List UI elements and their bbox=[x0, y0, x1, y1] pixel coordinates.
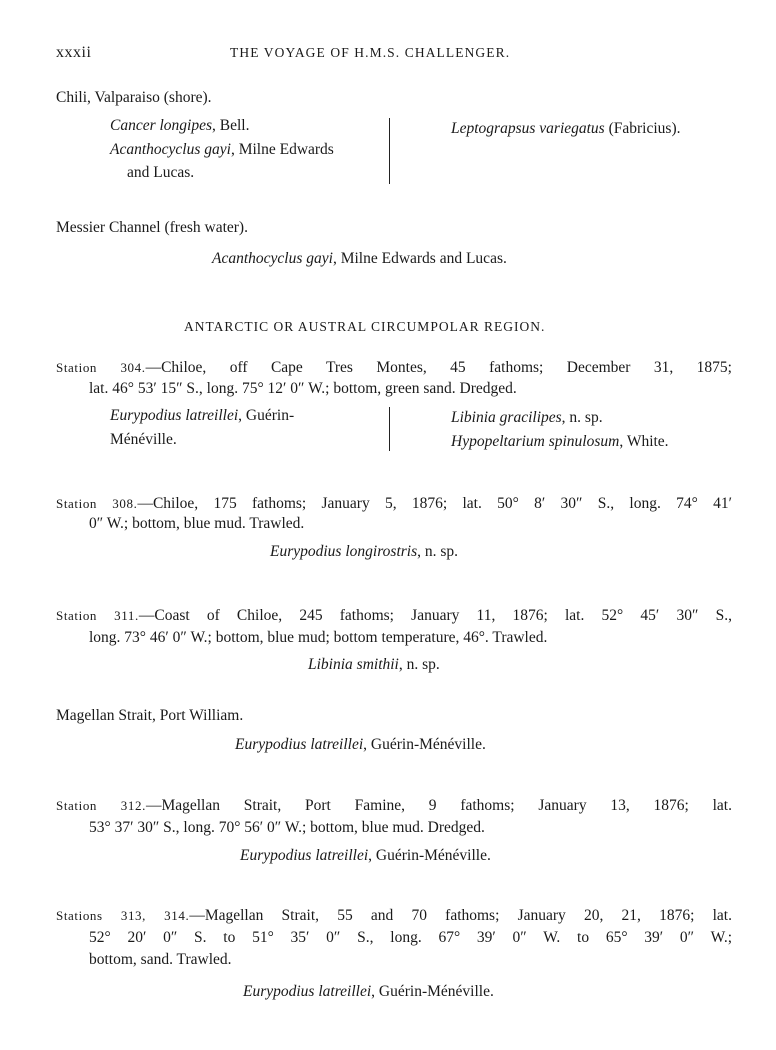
station-entry bbox=[56, 905, 732, 927]
species-entry bbox=[110, 407, 294, 425]
page-header bbox=[0, 44, 776, 64]
column-divider bbox=[389, 407, 390, 451]
species-entry bbox=[243, 983, 494, 1001]
station-details-continuation: long. 73° 46′ 0″ W.; bottom, blue mud; bottom temperature, 46°. Trawled. bbox=[89, 629, 548, 646]
species-author: , Milne Edwards and Lucas. bbox=[332, 250, 507, 267]
location-heading: Chili, Valparaiso (shore). bbox=[56, 89, 212, 106]
page-number: xxxii bbox=[56, 44, 92, 61]
species-name: Eurypodius longirostris bbox=[270, 543, 418, 560]
species-author: , n. sp. bbox=[417, 543, 459, 560]
station-label: Station 308. bbox=[56, 496, 138, 511]
species-author: , White. bbox=[619, 433, 669, 450]
species-entry bbox=[451, 433, 669, 451]
station-entry bbox=[56, 795, 732, 817]
region-heading: ANTARCTIC OR AUSTRAL CIRCUMPOLAR REGION. bbox=[184, 319, 546, 334]
station-details: —Magellan Strait, 55 and 70 fathoms; January 20, 21, 1876; lat. bbox=[189, 907, 732, 924]
location-heading: Magellan Strait, Port William. bbox=[56, 707, 244, 724]
species-entry bbox=[240, 847, 491, 865]
species-name: Acanthocyclus gayi bbox=[212, 250, 333, 267]
species-entry bbox=[308, 656, 440, 674]
station-details: —Chiloe, 175 fathoms; January 5, 1876; lat. 50° 8′ 30″ S., long. 74° 41′ bbox=[137, 495, 732, 512]
station-details-continuation: bottom, sand. Trawled. bbox=[89, 951, 232, 968]
species-author-continuation: and Lucas. bbox=[127, 164, 195, 181]
column-divider bbox=[389, 118, 390, 184]
species-author: , Guérin-Ménéville. bbox=[363, 736, 486, 753]
station-details-continuation: 0″ W.; bottom, blue mud. Trawled. bbox=[89, 515, 305, 532]
station-label: Stations 313, 314. bbox=[56, 908, 190, 923]
species-author: , Guérin-Ménéville. bbox=[368, 847, 491, 864]
species-name: Eurypodius latreillei bbox=[243, 983, 372, 1000]
species-entry bbox=[270, 543, 458, 561]
species-name: Libinia smithii bbox=[308, 656, 399, 673]
species-author: (Fabricius). bbox=[604, 120, 681, 137]
station-details-continuation: 53° 37′ 30″ S., long. 70° 56′ 0″ W.; bottom, blue mud. Dredged. bbox=[89, 819, 485, 836]
species-author: , Milne Edwards bbox=[230, 141, 334, 158]
species-author: , n. sp. bbox=[561, 409, 603, 426]
species-name: Libinia gracilipes bbox=[451, 409, 562, 426]
species-entry bbox=[110, 117, 250, 135]
species-entry bbox=[451, 409, 603, 427]
species-name: Eurypodius latreillei bbox=[110, 407, 239, 424]
species-author: , Guérin-Ménéville. bbox=[371, 983, 494, 1000]
station-label: Station 311. bbox=[56, 608, 139, 623]
species-name: Leptograpsus variegatus bbox=[451, 120, 605, 137]
station-details: —Magellan Strait, Port Famine, 9 fathoms; January 13, 1876; lat. bbox=[145, 797, 732, 814]
location-heading: Messier Channel (fresh water). bbox=[56, 219, 248, 236]
species-name: Eurypodius latreillei bbox=[240, 847, 369, 864]
station-entry bbox=[56, 493, 732, 515]
species-name: Hypopeltarium spinulosum bbox=[451, 433, 620, 450]
station-details-continuation: lat. 46° 53′ 15″ S., long. 75° 12′ 0″ W.; bottom, green sand. Dredged. bbox=[89, 380, 517, 397]
species-entry bbox=[451, 120, 680, 138]
running-title: THE VOYAGE OF H.M.S. CHALLENGER. bbox=[230, 45, 511, 60]
station-details: —Chiloe, off Cape Tres Montes, 45 fathoms; December 31, 1875; bbox=[145, 359, 732, 376]
species-author-continuation: Ménéville. bbox=[110, 431, 177, 448]
species-entry bbox=[235, 736, 486, 754]
species-author: , Guérin- bbox=[238, 407, 295, 424]
species-name: Acanthocyclus gayi bbox=[110, 141, 231, 158]
station-entry bbox=[56, 357, 732, 379]
station-label: Station 312. bbox=[56, 798, 146, 813]
species-entry bbox=[110, 141, 334, 159]
species-name: Cancer longipes bbox=[110, 117, 213, 134]
station-details-continuation: 52° 20′ 0″ S. to 51° 35′ 0″ S., long. 67° 39′ 0″ W. to 65° 39′ 0″ W.; bbox=[89, 929, 732, 946]
species-entry bbox=[212, 250, 507, 268]
species-name: Eurypodius latreillei bbox=[235, 736, 364, 753]
species-author: , Bell. bbox=[212, 117, 250, 134]
station-entry bbox=[56, 605, 732, 627]
station-label: Station 304. bbox=[56, 360, 146, 375]
species-author: , n. sp. bbox=[398, 656, 440, 673]
station-details: —Coast of Chiloe, 245 fathoms; January 11, 1876; lat. 52° 45′ 30″ S., bbox=[138, 607, 732, 624]
